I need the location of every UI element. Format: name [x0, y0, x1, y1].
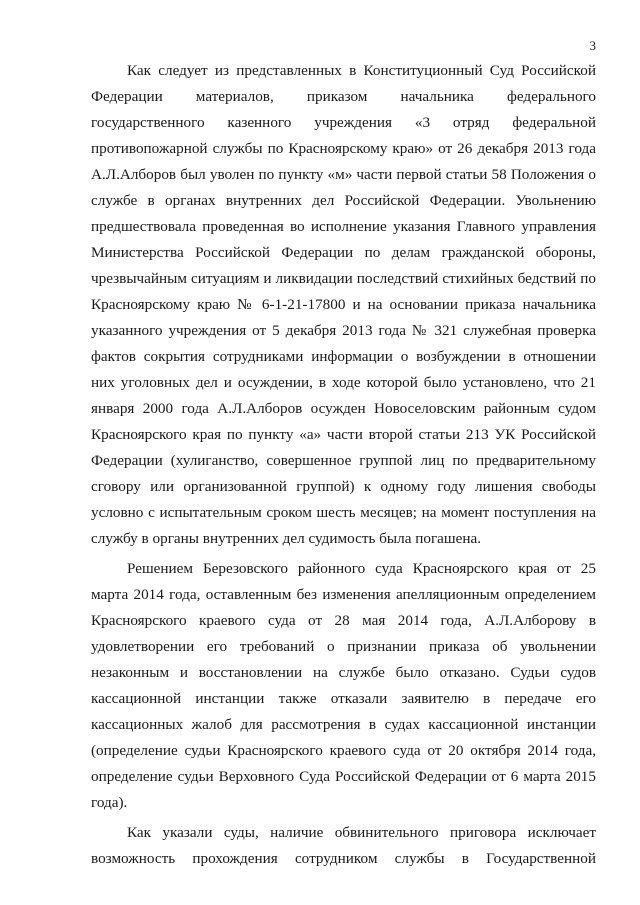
text-line: службу в органы внутренних дел судимость была погашена.: [91, 530, 482, 547]
text-line: Как следует из представленных в Конституционный Суд Российской: [127, 62, 596, 79]
text-line: Красноярского края по пункту «а» части второй статьи 213 УК Российской: [91, 426, 596, 443]
text-line: января 2000 года А.Л.Алборов осужден Новоселовским районным судом: [91, 400, 596, 417]
text-line: предшествовала проведенная во исполнение указания Главного управления: [91, 218, 596, 235]
text-line: фактов сокрытия сотрудниками информации о возбуждении в отношении: [91, 348, 596, 365]
text-line: Как указали суды, наличие обвинительного приговора исключает: [127, 824, 596, 841]
text-line: указанного учреждения от 5 декабря 2013 года № 321 служебная проверка: [91, 322, 596, 339]
text-line: марта 2014 года, оставленным без изменения апелляционным определением: [91, 586, 596, 603]
text-line: них уголовных дел и осуждении, в ходе которой было установлено, что 21: [91, 374, 596, 391]
text-line: условно с испытательным сроком шесть месяцев; на момент поступления на: [91, 504, 596, 521]
text-line: кассационной инстанции также отказали заявителю в передаче его: [91, 690, 596, 707]
text-line: определение судьи Верховного Суда Российской Федерации от 6 марта 2015: [91, 768, 596, 785]
text-line: Красноярского краевого суда от 28 мая 2014 года, А.Л.Алборову в: [91, 612, 596, 629]
text-line: незаконным и восстановлении на службе было отказано. Судьи судов: [91, 664, 596, 681]
text-line: Федерации материалов, приказом начальника федерального: [91, 88, 596, 105]
text-line: Федерации (хулиганство, совершенное группой лиц по предварительному: [91, 452, 596, 469]
text-line: А.Л.Алборов был уволен по пункту «м» части первой статьи 58 Положения о: [91, 166, 596, 183]
paragraph-1: [91, 58, 596, 552]
text-line: службе в органах внутренних дел Российской Федерации. Увольнению: [91, 192, 596, 209]
text-line: Решением Березовского районного суда Красноярского края от 25: [127, 560, 596, 577]
text-line: (определение судьи Красноярского краевого суда от 20 октября 2014 года,: [91, 742, 596, 759]
paragraph-2: [91, 556, 596, 816]
text-line: удовлетворении его требований о признании приказа об увольнении: [91, 638, 596, 655]
paragraph-3: [91, 820, 596, 872]
text-line: противопожарной службы по Красноярскому краю» от 26 декабря 2013 года: [91, 140, 596, 157]
text-line: сговору или организованной группой) к одному году лишения свободы: [91, 478, 596, 495]
text-line: Министерства Российской Федерации по делам гражданской обороны,: [91, 244, 596, 261]
text-line: чрезвычайным ситуациям и ликвидации последствий стихийных бедствий по: [91, 270, 596, 287]
text-line: кассационных жалоб для рассмотрения в судах кассационной инстанции: [91, 716, 596, 733]
document-body: [91, 58, 596, 872]
text-line: года).: [91, 794, 128, 811]
text-line: возможность прохождения сотрудником службы в Государственной: [91, 850, 596, 867]
text-line: государственного казенного учреждения «3 отряд федеральной: [91, 114, 596, 131]
page-number: 3: [589, 38, 596, 53]
text-line: Красноярскому краю № 6-1-21-17800 и на основании приказа начальника: [91, 296, 596, 313]
